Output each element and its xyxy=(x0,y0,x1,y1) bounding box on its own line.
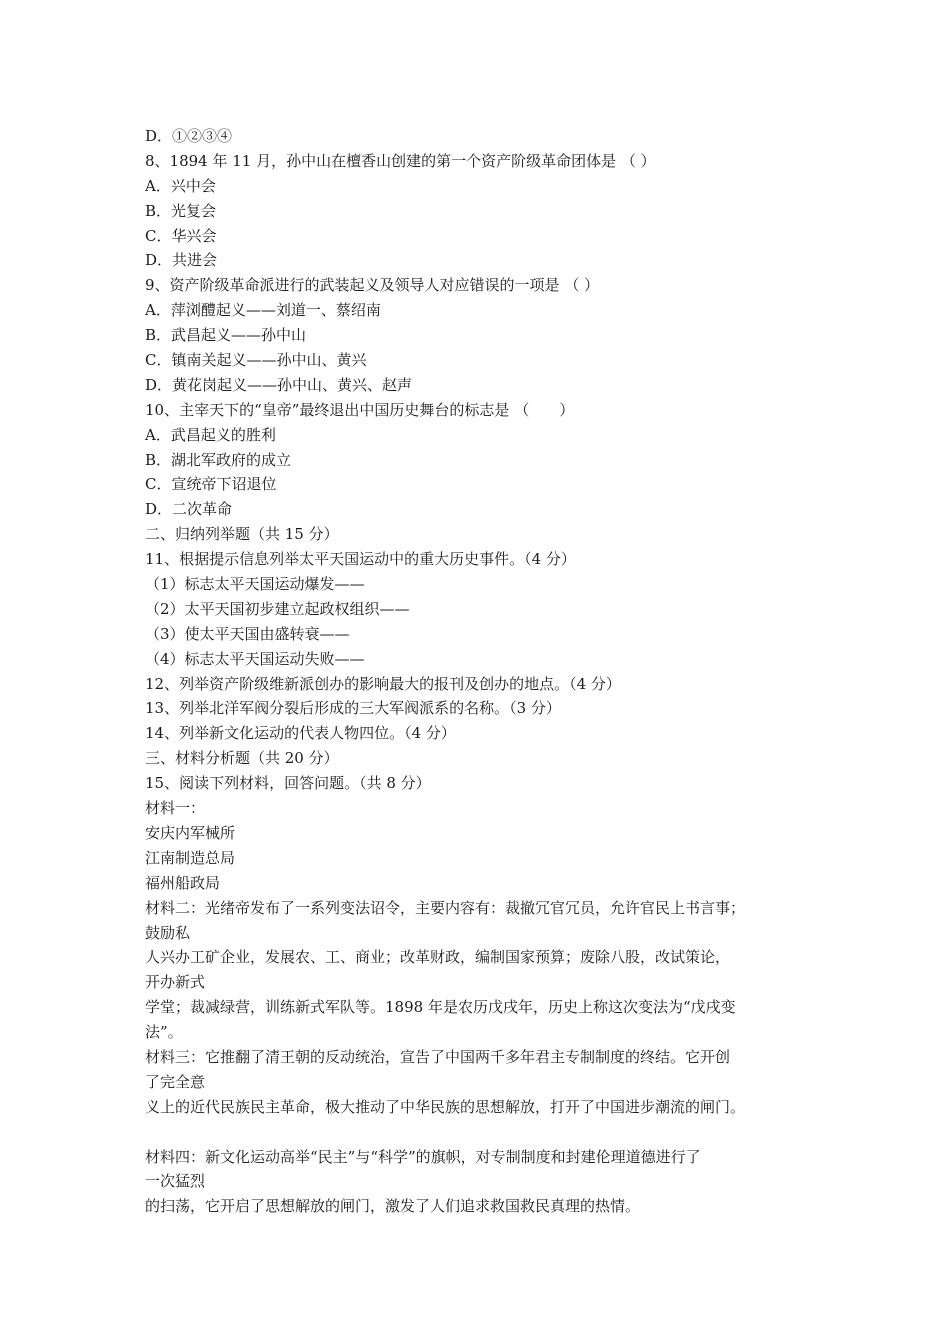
q8-option-b: B．光复会 xyxy=(145,201,217,220)
q11-item-1: （1）标志太平天国运动爆发—— xyxy=(145,575,365,594)
material-2-line: 人兴办工矿企业，发展农、工、商业；改革财政，编制国家预算；废除八股，改试策论， xyxy=(145,948,731,967)
material-2-line: 法”。 xyxy=(145,1023,183,1042)
material-3-line: 材料三：它推翻了清王朝的反动统治，宣告了中国两千多年君主专制制度的终结。它开创 xyxy=(145,1047,731,1066)
q15-stem: 15、阅读下列材料，回答问题。（共 8 分） xyxy=(145,774,431,793)
material-2-line: 鼓励私 xyxy=(145,923,191,942)
q11-item-2: （2）太平天国初步建立起政权组织—— xyxy=(145,599,410,618)
material-3-line: 了完全意 xyxy=(145,1072,206,1091)
q9-option-a: A．萍浏醴起义——刘道一、蔡绍南 xyxy=(145,301,381,320)
q7-option-d: D．①②③④ xyxy=(145,127,233,145)
q12-stem: 12、列举资产阶级维新派创办的影响最大的报刊及创办的地点。（4 分） xyxy=(145,674,621,693)
q9-option-b: B．武昌起义——孙中山 xyxy=(145,326,307,345)
material-4-line: 材料四：新文化运动高举“民主”与“科学”的旗帜，对专制制度和封建伦理道德进行了 xyxy=(145,1147,701,1166)
material-2-line: 开办新式 xyxy=(145,973,206,992)
q8-option-d: D．共进会 xyxy=(145,251,218,270)
section-3-title: 三、材料分析题（共 20 分） xyxy=(145,749,339,768)
q10-option-b: B．湖北军政府的成立 xyxy=(145,450,292,469)
material-4-line: 一次猛烈 xyxy=(145,1172,206,1191)
q10-option-d: D．二次革命 xyxy=(145,500,233,519)
q11-item-4: （4）标志太平天国运动失败—— xyxy=(145,649,365,668)
q10-option-a: A．武昌起义的胜利 xyxy=(145,425,276,444)
section-2-title: 二、归纳列举题（共 15 分） xyxy=(145,525,339,544)
q13-stem: 13、列举北洋军阀分裂后形成的三大军阀派系的名称。（3 分） xyxy=(145,699,561,718)
material-2-line: 材料二：光绪帝发布了一系列变法诏令，主要内容有：裁撤冗官冗员，允许官民上书言事； xyxy=(145,898,746,917)
material-1-item: 江南制造总局 xyxy=(145,848,236,867)
material-1-item: 福州船政局 xyxy=(145,873,221,892)
document-page xyxy=(145,124,835,1219)
q8-stem: 8、1894 年 11 月，孙中山在檀香山创建的第一个资产阶级革命团体是 （ ） xyxy=(145,151,656,170)
material-2-line: 学堂；裁减绿营，训练新式军队等。1898 年是农历戊戌年，历史上称这次变法为“戊戌变 xyxy=(145,998,736,1017)
q11-item-3: （3）使太平天国由盛转衰—— xyxy=(145,624,350,643)
q8-option-a: A．兴中会 xyxy=(145,176,216,195)
paragraph-gap xyxy=(145,1120,835,1145)
q9-option-c: C．镇南关起义——孙中山、黄兴 xyxy=(145,351,367,370)
q9-option-d: D．黄花岗起义——孙中山、黄兴、赵声 xyxy=(145,375,413,394)
q8-option-c: C．华兴会 xyxy=(145,226,217,245)
material-1-item: 安庆内军械所 xyxy=(145,823,236,842)
q10-stem: 10、主宰天下的“皇帝”最终退出中国历史舞台的标志是 （ ） xyxy=(145,400,575,419)
material-4-line: 的扫荡，它开启了思想解放的闸门，激发了人们追求救国救民真理的热情。 xyxy=(145,1197,641,1216)
material-3-line: 义上的近代民族民主革命，极大推动了中华民族的思想解放，打开了中国进步潮流的闸门。 xyxy=(145,1097,746,1116)
q14-stem: 14、列举新文化运动的代表人物四位。（4 分） xyxy=(145,724,456,743)
q9-stem: 9、资产阶级革命派进行的武装起义及领导人对应错误的一项是 （ ） xyxy=(145,276,600,295)
material-1-label: 材料一： xyxy=(145,799,206,818)
q11-stem: 11、根据提示信息列举太平天国运动中的重大历史事件。（4 分） xyxy=(145,550,576,569)
q10-option-c: C．宣统帝下诏退位 xyxy=(145,475,277,494)
